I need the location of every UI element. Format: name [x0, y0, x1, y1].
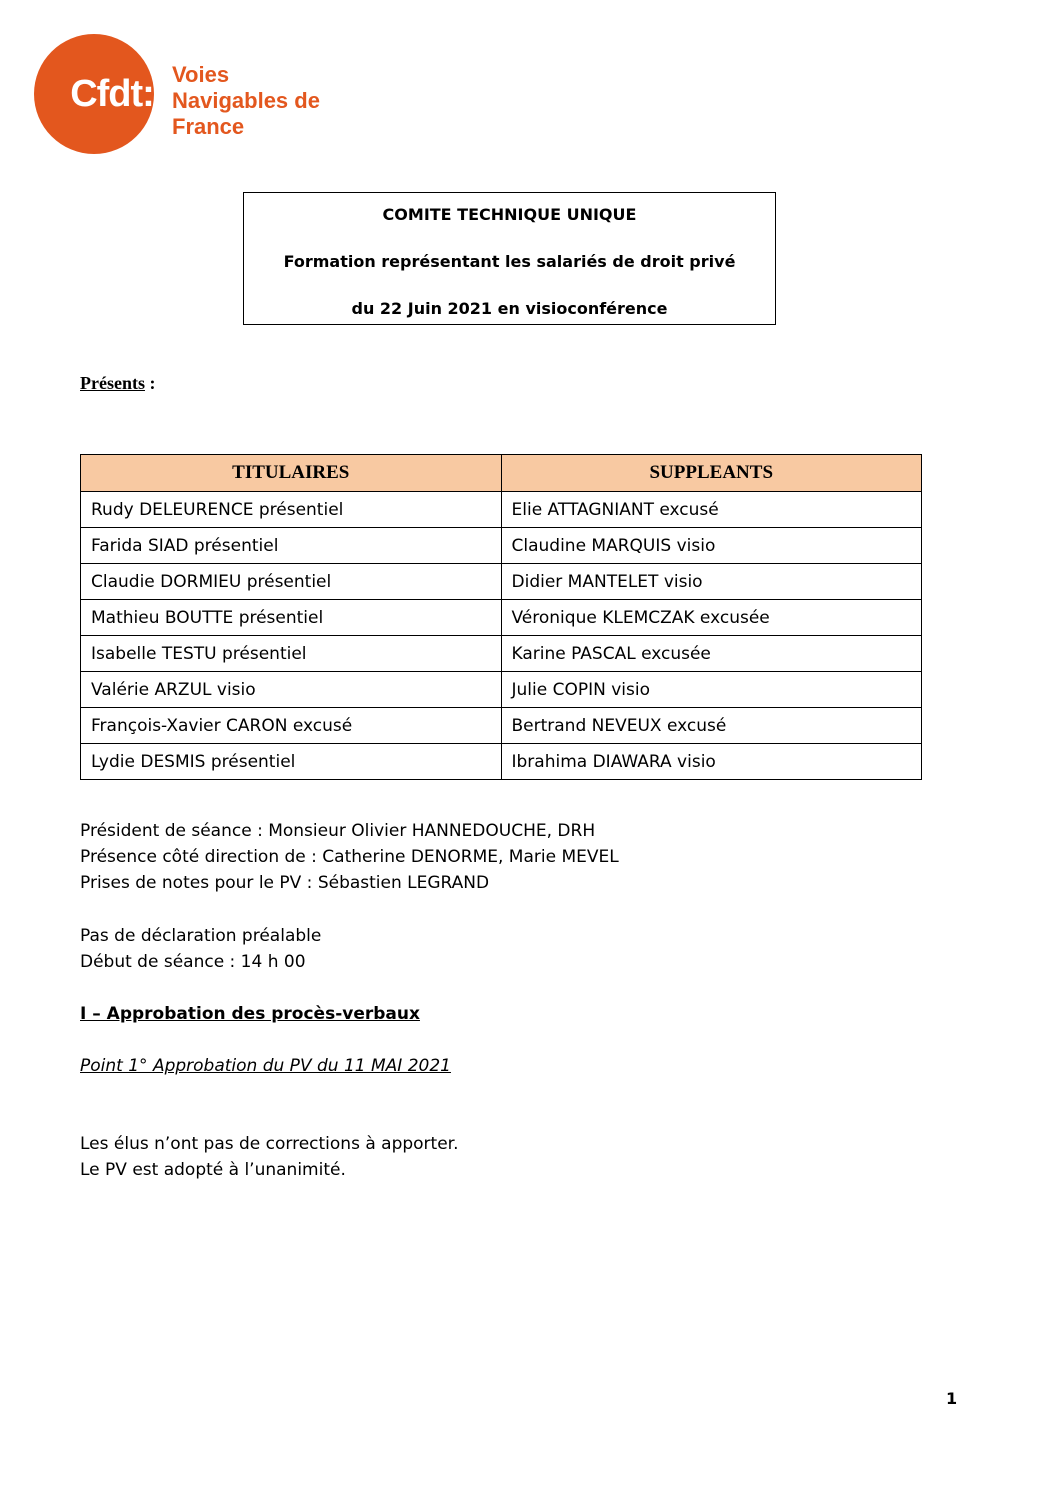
- logo-line: Navigables de: [172, 88, 320, 113]
- title-line-2: Formation représentant les salariés de droit privé: [283, 252, 736, 271]
- table-cell: Claudie DORMIEU présentiel: [81, 564, 502, 600]
- session-info: [80, 923, 321, 975]
- members-table: [80, 454, 922, 780]
- column-header-suppleants: SUPPLEANTS: [501, 455, 922, 492]
- presents-label: Présents: [80, 373, 145, 393]
- cfdt-logo: [34, 34, 334, 158]
- logo-circle: [34, 34, 154, 154]
- table-cell: Isabelle TESTU présentiel: [81, 636, 502, 672]
- table-header-row: [81, 455, 922, 492]
- logo-brand: Cfdt:: [70, 72, 154, 115]
- table-row: [81, 636, 922, 672]
- logo-line: Voies: [172, 62, 230, 87]
- point-title: Point 1° Approbation du PV du 11 MAI 2021: [80, 1056, 451, 1076]
- notes-line: Prises de notes pour le PV : Sébastien LEGRAND: [80, 873, 490, 893]
- table-row: [81, 492, 922, 528]
- declaration-line: Pas de déclaration préalable: [80, 926, 322, 946]
- presents-suffix: :: [144, 373, 156, 393]
- meeting-info: [80, 818, 619, 896]
- table-cell: Julie COPIN visio: [501, 672, 922, 708]
- table-row: [81, 744, 922, 780]
- table-row: [81, 708, 922, 744]
- table-cell: Farida SIAD présentiel: [81, 528, 502, 564]
- table-row: [81, 672, 922, 708]
- conclusion-line: Les élus n’ont pas de corrections à apporter.: [80, 1134, 459, 1154]
- table-cell: Karine PASCAL excusée: [501, 636, 922, 672]
- table-cell: Ibrahima DIAWARA visio: [501, 744, 922, 780]
- table-cell: Lydie DESMIS présentiel: [81, 744, 502, 780]
- table-row: [81, 600, 922, 636]
- column-header-titulaires: TITULAIRES: [81, 455, 502, 492]
- table-cell: Valérie ARZUL visio: [81, 672, 502, 708]
- conclusion-line: Le PV est adopté à l’unanimité.: [80, 1160, 346, 1180]
- presents-heading: [80, 373, 155, 394]
- table-cell: Claudine MARQUIS visio: [501, 528, 922, 564]
- logo-text: [172, 62, 320, 140]
- table-cell: Didier MANTELET visio: [501, 564, 922, 600]
- table-row: [81, 564, 922, 600]
- direction-line: Présence côté direction de : Catherine DENORME, Marie MEVEL: [80, 847, 619, 867]
- section-title: I – Approbation des procès-verbaux: [80, 1004, 420, 1024]
- table-cell: Véronique KLEMCZAK excusée: [501, 600, 922, 636]
- president-line: Président de séance : Monsieur Olivier HANNEDOUCHE, DRH: [80, 821, 596, 841]
- start-time-line: Début de séance : 14 h 00: [80, 952, 306, 972]
- conclusion: [80, 1131, 459, 1183]
- table-cell: Elie ATTAGNIANT excusé: [501, 492, 922, 528]
- table-cell: Bertrand NEVEUX excusé: [501, 708, 922, 744]
- title-line-1: COMITE TECHNIQUE UNIQUE: [382, 205, 637, 224]
- page-number: 1: [946, 1389, 958, 1408]
- title-line-3: du 22 Juin 2021 en visioconférence: [351, 299, 668, 318]
- table-row: [81, 528, 922, 564]
- document-title-box: [243, 192, 776, 325]
- table-cell: François-Xavier CARON excusé: [81, 708, 502, 744]
- table-cell: Rudy DELEURENCE présentiel: [81, 492, 502, 528]
- logo-line: France: [172, 114, 245, 139]
- table-cell: Mathieu BOUTTE présentiel: [81, 600, 502, 636]
